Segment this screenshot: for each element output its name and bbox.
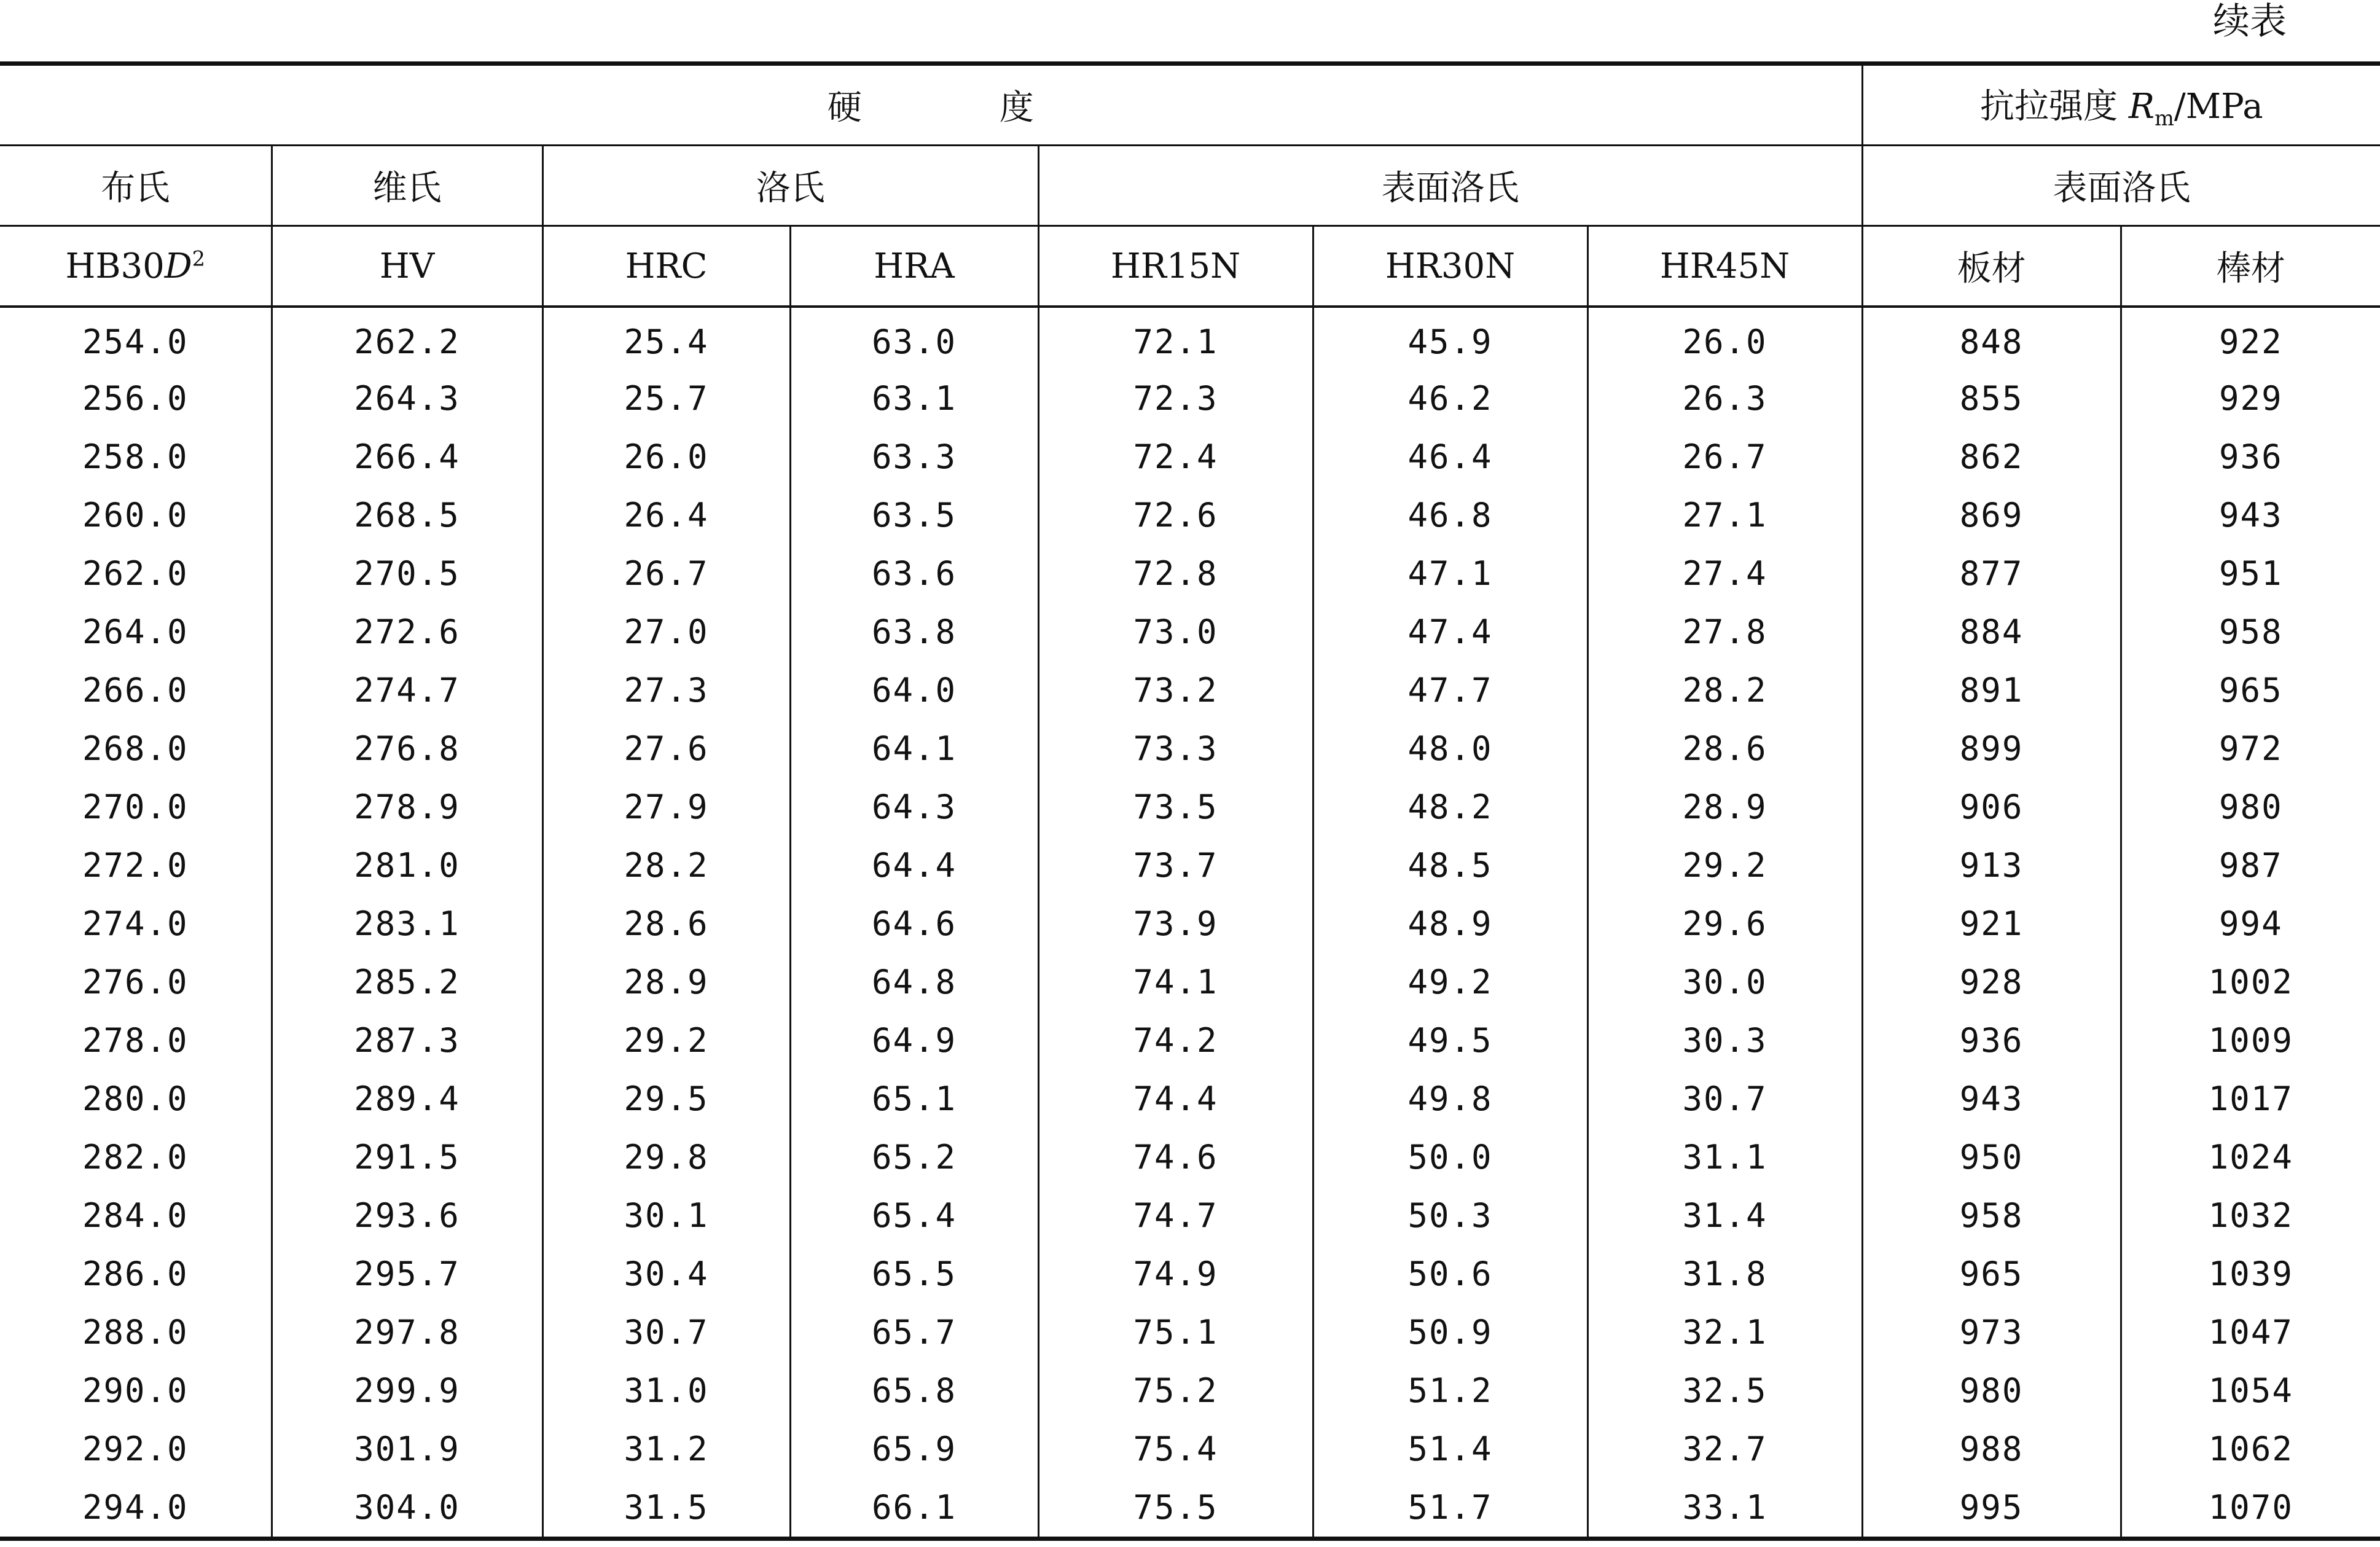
cell-hb: 256.0 — [82, 379, 189, 418]
cell-bar: 1024 — [2121, 1128, 2380, 1186]
cell-hr45n: 30.7 — [1587, 1070, 1862, 1128]
cell-hr45n: 29.2 — [1587, 836, 1862, 895]
table-row — [0, 836, 2380, 895]
hb-prefix: HB30 — [65, 246, 165, 286]
cell-hr30n: 45.9 — [1313, 307, 1587, 369]
cell-hr15n: 73.0 — [1038, 603, 1313, 661]
hr45n-header: HR45N — [1587, 226, 1862, 307]
cell-hr30n: 49.5 — [1313, 1011, 1587, 1070]
cell-hra: 64.3 — [790, 778, 1038, 836]
cell-hr15n: 72.4 — [1038, 428, 1313, 486]
cell-hra: 65.7 — [790, 1303, 1038, 1361]
cell-hb: 282.0 — [82, 1138, 189, 1177]
cell-bar: 958 — [2121, 603, 2380, 661]
cell-hrc: 25.4 — [542, 307, 790, 369]
cell-hr30n: 50.6 — [1313, 1245, 1587, 1303]
cell-hrc: 31.2 — [542, 1420, 790, 1478]
cell-bar: 1047 — [2121, 1303, 2380, 1361]
cell-hr30n: 49.8 — [1313, 1070, 1587, 1128]
cell-hr15n: 75.2 — [1038, 1361, 1313, 1420]
cell-hr30n: 46.8 — [1313, 486, 1587, 544]
cell-hr45n: 31.4 — [1587, 1186, 1862, 1245]
cell-hv: 262.2 — [272, 307, 542, 369]
cell-plate: 921 — [1862, 895, 2121, 953]
cell-hv: 268.5 — [272, 486, 542, 544]
cell-hb: 294.0 — [82, 1488, 189, 1527]
cell-plate: 943 — [1862, 1070, 2121, 1128]
cell-hv: 283.1 — [272, 895, 542, 953]
cell-hrc: 26.0 — [542, 428, 790, 486]
cell-hb: 262.0 — [82, 554, 189, 593]
cell-hb: 280.0 — [82, 1079, 189, 1118]
cell-hra: 64.0 — [790, 661, 1038, 719]
table-row — [0, 1128, 2380, 1186]
cell-hb: 260.0 — [82, 496, 189, 535]
cell-hv: 304.0 — [272, 1478, 542, 1539]
cell-hb: 278.0 — [82, 1021, 189, 1060]
vickers-header: 维氏 — [272, 146, 542, 226]
table-row — [0, 486, 2380, 544]
cell-hra: 63.6 — [790, 544, 1038, 603]
cell-hv: 266.4 — [272, 428, 542, 486]
cell-bar: 1054 — [2121, 1361, 2380, 1420]
table-row — [0, 1478, 2380, 1539]
cell-hv: 295.7 — [272, 1245, 542, 1303]
tensile-subscript: m — [2155, 106, 2174, 131]
cell-hr15n: 72.1 — [1038, 307, 1313, 369]
cell-hr45n: 32.1 — [1587, 1303, 1862, 1361]
cell-hb: 270.0 — [82, 788, 189, 826]
cell-hrc: 30.7 — [542, 1303, 790, 1361]
cell-hv: 301.9 — [272, 1420, 542, 1478]
cell-plate: 965 — [1862, 1245, 2121, 1303]
cell-hv: 299.9 — [272, 1361, 542, 1420]
cell-hr30n: 50.0 — [1313, 1128, 1587, 1186]
cell-hra: 65.1 — [790, 1070, 1038, 1128]
cell-hra: 64.1 — [790, 719, 1038, 778]
cell-bar: 1039 — [2121, 1245, 2380, 1303]
cell-plate: 950 — [1862, 1128, 2121, 1186]
cell-hr15n: 74.4 — [1038, 1070, 1313, 1128]
cell-hrc: 31.0 — [542, 1361, 790, 1420]
cell-hr45n: 27.1 — [1587, 486, 1862, 544]
hardness-group-label: 硬 度 — [827, 88, 1034, 128]
cell-hr45n: 31.8 — [1587, 1245, 1862, 1303]
cell-hb: 292.0 — [82, 1430, 189, 1468]
table-row — [0, 1070, 2380, 1128]
table-row — [0, 1361, 2380, 1420]
cell-hv: 276.8 — [272, 719, 542, 778]
cell-plate: 928 — [1862, 953, 2121, 1011]
table-row — [0, 544, 2380, 603]
cell-hra: 63.5 — [790, 486, 1038, 544]
cell-hra: 65.9 — [790, 1420, 1038, 1478]
plate-header: 板材 — [1862, 226, 2121, 307]
cell-plate: 995 — [1862, 1478, 2121, 1539]
cell-hb: 258.0 — [82, 437, 189, 476]
table-row — [0, 1245, 2380, 1303]
cell-hr45n: 28.6 — [1587, 719, 1862, 778]
cell-bar: 929 — [2121, 369, 2380, 428]
cell-bar: 994 — [2121, 895, 2380, 953]
cell-hrc: 27.0 — [542, 603, 790, 661]
cell-hr30n: 46.4 — [1313, 428, 1587, 486]
cell-plate: 884 — [1862, 603, 2121, 661]
cell-plate: 891 — [1862, 661, 2121, 719]
rockwell-header: 洛氏 — [542, 146, 1038, 226]
hb-sup: 2 — [192, 246, 206, 270]
cell-hr45n: 33.1 — [1587, 1478, 1862, 1539]
hb-header — [0, 226, 272, 307]
cell-bar: 1002 — [2121, 953, 2380, 1011]
header-row-methods — [0, 146, 2380, 226]
cell-hr45n: 31.1 — [1587, 1128, 1862, 1186]
cell-hb: 284.0 — [82, 1196, 189, 1235]
cell-bar: 987 — [2121, 836, 2380, 895]
cell-plate: 899 — [1862, 719, 2121, 778]
cell-hr30n: 51.4 — [1313, 1420, 1587, 1478]
cell-hr45n: 26.0 — [1587, 307, 1862, 369]
cell-hr15n: 73.5 — [1038, 778, 1313, 836]
cell-hv: 297.8 — [272, 1303, 542, 1361]
brinell-header: 布氏 — [0, 146, 272, 226]
cell-bar: 936 — [2121, 428, 2380, 486]
cell-hrc: 25.7 — [542, 369, 790, 428]
cell-hrc: 28.6 — [542, 895, 790, 953]
table-row — [0, 428, 2380, 486]
cell-bar: 943 — [2121, 486, 2380, 544]
cell-plate: 988 — [1862, 1420, 2121, 1478]
cell-hr30n: 48.5 — [1313, 836, 1587, 895]
cell-hb: 276.0 — [82, 963, 189, 1001]
continued-label: 续表 — [2213, 0, 2287, 43]
cell-hb: 274.0 — [82, 904, 189, 943]
header-row-scales — [0, 226, 2380, 307]
surface-rockwell-header: 表面洛氏 — [1038, 146, 1862, 226]
cell-hb: 268.0 — [82, 729, 189, 768]
cell-hb: 264.0 — [82, 613, 189, 651]
cell-hv: 287.3 — [272, 1011, 542, 1070]
cell-hb: 290.0 — [82, 1371, 189, 1410]
cell-bar: 922 — [2121, 307, 2380, 369]
cell-hr45n: 28.9 — [1587, 778, 1862, 836]
hv-header: HV — [272, 226, 542, 307]
cell-hr30n: 51.2 — [1313, 1361, 1587, 1420]
cell-hr15n: 73.3 — [1038, 719, 1313, 778]
cell-hr15n: 72.6 — [1038, 486, 1313, 544]
table-row — [0, 1303, 2380, 1361]
hra-header: HRA — [790, 226, 1038, 307]
cell-plate: 980 — [1862, 1361, 2121, 1420]
cell-hr30n: 50.9 — [1313, 1303, 1587, 1361]
cell-hra: 64.6 — [790, 895, 1038, 953]
cell-hr45n: 30.3 — [1587, 1011, 1862, 1070]
table-row — [0, 307, 2380, 369]
cell-hr30n: 46.2 — [1313, 369, 1587, 428]
cell-hrc: 30.4 — [542, 1245, 790, 1303]
hardness-conversion-table — [0, 61, 2380, 1541]
cell-hrc: 29.8 — [542, 1128, 790, 1186]
cell-hra: 64.4 — [790, 836, 1038, 895]
cell-hr45n: 27.8 — [1587, 603, 1862, 661]
table-row — [0, 1420, 2380, 1478]
cell-plate: 862 — [1862, 428, 2121, 486]
cell-bar: 1009 — [2121, 1011, 2380, 1070]
hrc-header: HRC — [542, 226, 790, 307]
cell-plate: 877 — [1862, 544, 2121, 603]
table-row — [0, 603, 2380, 661]
cell-hrc: 31.5 — [542, 1478, 790, 1539]
cell-hr45n: 28.2 — [1587, 661, 1862, 719]
cell-hr15n: 74.9 — [1038, 1245, 1313, 1303]
tensile-strength-header — [1862, 64, 2380, 146]
bar-header: 棒材 — [2121, 226, 2380, 307]
cell-hr15n: 75.5 — [1038, 1478, 1313, 1539]
cell-hr30n: 48.2 — [1313, 778, 1587, 836]
cell-hr15n: 72.8 — [1038, 544, 1313, 603]
cell-hv: 272.6 — [272, 603, 542, 661]
table-row — [0, 778, 2380, 836]
cell-plate: 913 — [1862, 836, 2121, 895]
cell-hb: 272.0 — [82, 846, 189, 885]
cell-plate: 973 — [1862, 1303, 2121, 1361]
cell-hv: 278.9 — [272, 778, 542, 836]
cell-hrc: 27.3 — [542, 661, 790, 719]
cell-hr45n: 32.7 — [1587, 1420, 1862, 1478]
cell-hr15n: 75.4 — [1038, 1420, 1313, 1478]
cell-hr30n: 51.7 — [1313, 1478, 1587, 1539]
cell-plate: 906 — [1862, 778, 2121, 836]
cell-bar: 980 — [2121, 778, 2380, 836]
cell-hv: 270.5 — [272, 544, 542, 603]
table-row — [0, 369, 2380, 428]
cell-hra: 65.2 — [790, 1128, 1038, 1186]
cell-hr15n: 74.7 — [1038, 1186, 1313, 1245]
cell-plate: 855 — [1862, 369, 2121, 428]
table-row — [0, 1011, 2380, 1070]
cell-hv: 264.3 — [272, 369, 542, 428]
hr15n-header: HR15N — [1038, 226, 1313, 307]
cell-hr30n: 47.7 — [1313, 661, 1587, 719]
cell-plate: 869 — [1862, 486, 2121, 544]
cell-bar: 1017 — [2121, 1070, 2380, 1128]
cell-hrc: 26.4 — [542, 486, 790, 544]
cell-hr15n: 73.2 — [1038, 661, 1313, 719]
cell-bar: 972 — [2121, 719, 2380, 778]
cell-plate: 958 — [1862, 1186, 2121, 1245]
cell-hr45n: 32.5 — [1587, 1361, 1862, 1420]
cell-hr15n: 74.1 — [1038, 953, 1313, 1011]
cell-bar: 1032 — [2121, 1186, 2380, 1245]
cell-hb: 288.0 — [82, 1313, 189, 1352]
cell-hrc: 27.9 — [542, 778, 790, 836]
cell-hv: 274.7 — [272, 661, 542, 719]
cell-bar: 951 — [2121, 544, 2380, 603]
hb-d: D — [164, 246, 192, 286]
cell-hb: 254.0 — [82, 322, 189, 361]
cell-hr15n: 72.3 — [1038, 369, 1313, 428]
cell-hra: 66.1 — [790, 1478, 1038, 1539]
table-header — [0, 64, 2380, 307]
cell-hr45n: 29.6 — [1587, 895, 1862, 953]
table-row — [0, 1186, 2380, 1245]
cell-hr45n: 27.4 — [1587, 544, 1862, 603]
table-row — [0, 661, 2380, 719]
tensile-unit: /MPa — [2174, 87, 2263, 127]
cell-hr15n: 73.9 — [1038, 895, 1313, 953]
cell-hb: 286.0 — [82, 1255, 189, 1293]
tensile-symbol: R — [2128, 87, 2155, 127]
cell-hv: 291.5 — [272, 1128, 542, 1186]
cell-hrc: 29.2 — [542, 1011, 790, 1070]
cell-hra: 64.8 — [790, 953, 1038, 1011]
cell-hrc: 28.2 — [542, 836, 790, 895]
cell-hr15n: 74.6 — [1038, 1128, 1313, 1186]
cell-hra: 65.4 — [790, 1186, 1038, 1245]
cell-hb: 266.0 — [82, 671, 189, 710]
cell-plate: 936 — [1862, 1011, 2121, 1070]
cell-bar: 1062 — [2121, 1420, 2380, 1478]
cell-hr45n: 30.0 — [1587, 953, 1862, 1011]
cell-hr15n: 75.1 — [1038, 1303, 1313, 1361]
cell-hrc: 28.9 — [542, 953, 790, 1011]
cell-hv: 293.6 — [272, 1186, 542, 1245]
cell-hr30n: 47.4 — [1313, 603, 1587, 661]
cell-hra: 63.0 — [790, 307, 1038, 369]
cell-hra: 63.8 — [790, 603, 1038, 661]
table-body — [0, 307, 2380, 1539]
table-row — [0, 719, 2380, 778]
cell-hra: 63.3 — [790, 428, 1038, 486]
hardness-group-header — [0, 64, 1862, 146]
cell-hrc: 30.1 — [542, 1186, 790, 1245]
cell-hr15n: 74.2 — [1038, 1011, 1313, 1070]
cell-hr15n: 73.7 — [1038, 836, 1313, 895]
cell-hv: 289.4 — [272, 1070, 542, 1128]
cell-hr30n: 48.0 — [1313, 719, 1587, 778]
cell-hra: 65.8 — [790, 1361, 1038, 1420]
cell-plate: 848 — [1862, 307, 2121, 369]
cell-hr45n: 26.3 — [1587, 369, 1862, 428]
tensile-sub-header: 表面洛氏 — [1862, 146, 2380, 226]
table-row — [0, 895, 2380, 953]
cell-bar: 1070 — [2121, 1478, 2380, 1539]
hr30n-header: HR30N — [1313, 226, 1587, 307]
cell-hra: 64.9 — [790, 1011, 1038, 1070]
cell-hr30n: 50.3 — [1313, 1186, 1587, 1245]
cell-hra: 65.5 — [790, 1245, 1038, 1303]
cell-hr45n: 26.7 — [1587, 428, 1862, 486]
cell-hrc: 26.7 — [542, 544, 790, 603]
cell-bar: 965 — [2121, 661, 2380, 719]
cell-hv: 285.2 — [272, 953, 542, 1011]
cell-hv: 281.0 — [272, 836, 542, 895]
cell-hra: 63.1 — [790, 369, 1038, 428]
cell-hr30n: 48.9 — [1313, 895, 1587, 953]
cell-hr30n: 47.1 — [1313, 544, 1587, 603]
header-row-groups — [0, 64, 2380, 146]
cell-hrc: 29.5 — [542, 1070, 790, 1128]
tensile-strength-label: 抗拉强度 — [1980, 87, 2118, 127]
cell-hr30n: 49.2 — [1313, 953, 1587, 1011]
cell-hrc: 27.6 — [542, 719, 790, 778]
table-row — [0, 953, 2380, 1011]
